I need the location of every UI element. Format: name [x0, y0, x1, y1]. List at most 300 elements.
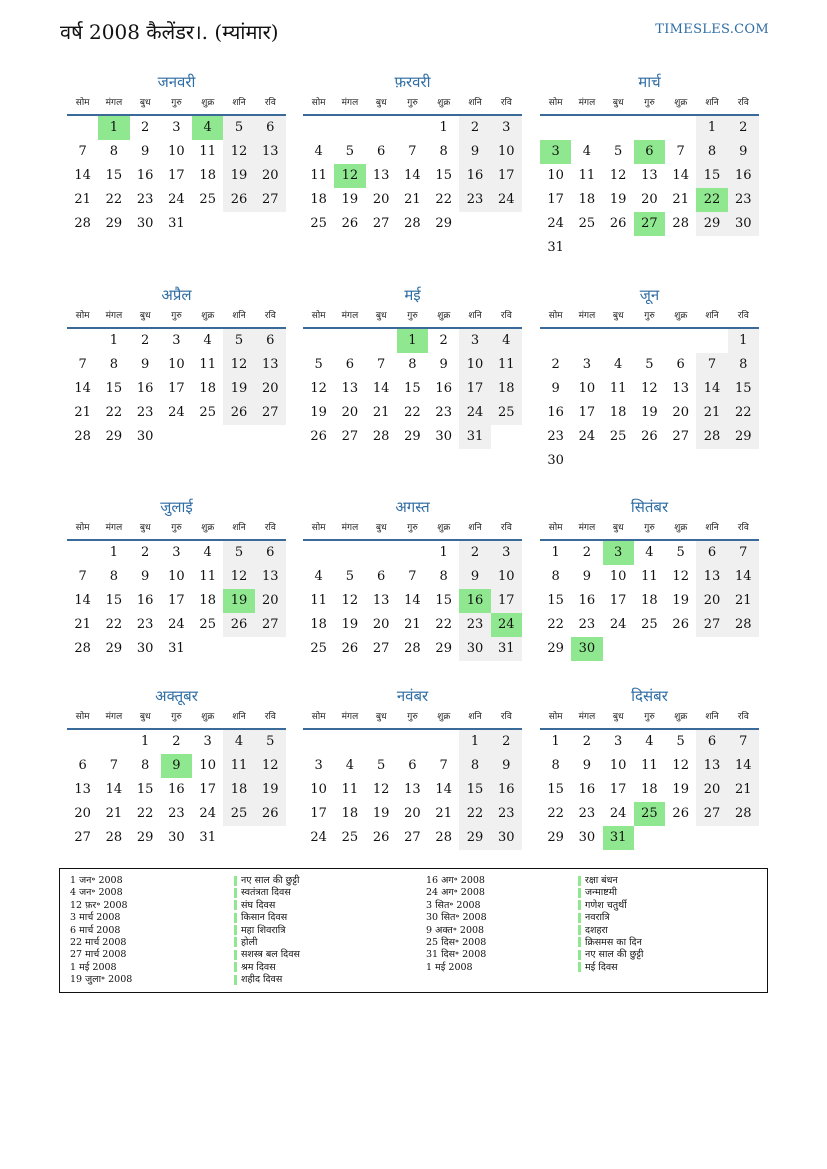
day: 13: [372, 593, 390, 608]
day: 5: [314, 357, 323, 372]
weekend-day: 13: [255, 565, 286, 589]
day: 26: [341, 216, 359, 231]
weekend-day: 31: [491, 637, 522, 661]
day: 20: [372, 617, 390, 632]
day-grid: [540, 116, 759, 260]
weekday-label: सोम: [75, 712, 90, 722]
empty-cell: [397, 541, 428, 565]
weekend-day: 23: [459, 613, 490, 637]
day: 26: [609, 216, 627, 231]
holiday-marker-icon: [578, 925, 581, 935]
site-link[interactable]: TIMESLES.COM: [655, 22, 769, 37]
day: 23: [578, 806, 596, 821]
empty-cell: [540, 329, 571, 353]
day: 29: [435, 216, 452, 231]
day: 14: [74, 381, 91, 396]
weekday-label: रवि: [500, 523, 512, 533]
legend-holiday-name: शहीद दिवस: [241, 974, 283, 986]
day: 29: [435, 641, 452, 656]
weekday-label: शनि: [468, 98, 482, 108]
day: 22: [105, 405, 123, 420]
day: 30: [136, 641, 154, 656]
day: 24: [609, 617, 627, 632]
day: 16: [578, 782, 596, 797]
day: 8: [439, 144, 448, 159]
day: 12: [341, 593, 359, 608]
day: 22: [136, 806, 154, 821]
day: 28: [105, 830, 123, 845]
weekend-day: 11: [223, 754, 254, 778]
day: 3: [172, 545, 181, 560]
day: 1: [551, 545, 560, 560]
weekday-label: बुध: [375, 311, 387, 321]
page-title: वर्ष 2008 कैलेंडर।. (म्यांमार): [60, 20, 279, 44]
holiday-marker-icon: [234, 962, 237, 972]
day: 22: [105, 617, 123, 632]
day: 24: [547, 216, 564, 231]
day: 25: [310, 641, 327, 656]
weekday-label: शुक्र: [437, 311, 451, 321]
weekday-label: शनि: [705, 523, 719, 533]
day: 19: [341, 192, 359, 207]
day: 16: [136, 168, 154, 183]
legend-date: 30 सित॰ 2008: [426, 912, 487, 924]
legend-holiday-name: श्रम दिवस: [241, 961, 276, 973]
legend-holiday: [234, 974, 300, 986]
empty-cell: [696, 329, 727, 353]
day: 3: [203, 734, 212, 749]
weekend-day: 13: [696, 754, 727, 778]
day: 13: [672, 381, 689, 396]
weekend-day: 12: [223, 353, 254, 377]
weekend-day: 16: [459, 164, 490, 188]
weekend-day: 26: [223, 401, 254, 425]
day: 30: [547, 453, 564, 468]
weekday-label: शनि: [468, 311, 482, 321]
empty-cell: [366, 116, 397, 140]
day: 9: [141, 357, 150, 372]
weekend-day: 6: [255, 541, 286, 565]
day: 2: [141, 120, 150, 135]
weekend-day: 2: [459, 541, 490, 565]
day: 8: [439, 569, 448, 584]
day: 14: [74, 168, 91, 183]
day: 19: [672, 782, 689, 797]
day: 19: [672, 593, 689, 608]
weekend-day: 5: [223, 116, 254, 140]
day: 18: [310, 192, 327, 207]
empty-cell: [397, 730, 428, 754]
weekday-label: रवि: [500, 98, 512, 108]
day: 27: [672, 429, 689, 444]
empty-cell: [303, 541, 334, 565]
weekend-day: 19: [255, 778, 286, 802]
legend-date: 1 मई 2008: [70, 961, 117, 973]
month-name: दिसंबर: [631, 687, 668, 705]
day: 25: [199, 617, 216, 632]
day: 12: [310, 381, 327, 396]
day: 23: [136, 617, 154, 632]
weekend-day: 14: [728, 565, 759, 589]
day: 10: [547, 168, 564, 183]
day: 11: [641, 758, 658, 773]
day: 19: [310, 405, 327, 420]
day: 28: [672, 216, 689, 231]
weekday-label: सोम: [75, 523, 90, 533]
weekday-label: मंगल: [105, 311, 123, 321]
weekday-label: सोम: [75, 311, 90, 321]
weekday-label: रवि: [264, 311, 276, 321]
month-name: जनवरी: [157, 73, 196, 91]
weekday-label: सोम: [311, 98, 326, 108]
day: 16: [136, 381, 154, 396]
day: 17: [609, 782, 627, 797]
weekend-day: 10: [491, 565, 522, 589]
weekend-day: 4: [223, 730, 254, 754]
empty-cell: [67, 329, 98, 353]
weekend-day: 21: [696, 401, 727, 425]
weekend-day: 30: [728, 212, 759, 236]
day: 11: [341, 782, 359, 797]
legend-holiday: [234, 875, 300, 887]
day: 7: [377, 357, 386, 372]
day: 29: [105, 429, 123, 444]
weekday-label: गुरु: [407, 311, 418, 321]
weekend-day: 14: [728, 754, 759, 778]
day: 19: [609, 192, 627, 207]
weekday-label: बुध: [612, 98, 624, 108]
month-3: [540, 70, 759, 260]
legend-dates-2: [426, 875, 487, 974]
day: 24: [578, 429, 596, 444]
day: 13: [404, 782, 421, 797]
day: 24: [199, 806, 216, 821]
day: 6: [78, 758, 87, 773]
empty-cell: [397, 116, 428, 140]
day: 6: [345, 357, 355, 372]
weekend-day: 22: [728, 401, 759, 425]
legend-holiday-name: सशस्त्र बल दिवस: [241, 949, 300, 961]
legend-holiday-name: रक्षा बंधन: [585, 875, 618, 886]
day: 23: [136, 192, 154, 207]
day: 11: [199, 357, 216, 372]
day: 13: [74, 782, 91, 797]
legend-holiday: [234, 887, 300, 899]
weekend-day: 29: [728, 425, 759, 449]
month-8: [303, 495, 522, 661]
day-grid: [67, 116, 286, 236]
weekend-day: 26: [223, 613, 254, 637]
legend-date: 12 फ़र॰ 2008: [70, 899, 128, 911]
legend-date: 22 मार्च 2008: [70, 936, 127, 948]
day-grid: [540, 329, 759, 473]
weekday-header: [303, 307, 522, 329]
day: 10: [168, 357, 185, 372]
day: 2: [551, 357, 560, 372]
weekday-header: [303, 519, 522, 541]
legend-holiday-name: नए साल की छुट्टी: [585, 949, 644, 961]
day: 3: [172, 333, 181, 348]
weekend-day: 8: [728, 353, 759, 377]
month-2: [303, 70, 522, 236]
weekday-label: मंगल: [341, 311, 359, 321]
weekend-day: 5: [255, 730, 286, 754]
day: 6: [377, 569, 386, 584]
day: 26: [641, 429, 658, 444]
day: 27: [74, 830, 91, 845]
weekend-day: 8: [696, 140, 727, 164]
month-11: [303, 684, 522, 850]
weekend-day: 27: [255, 401, 286, 425]
legend-holiday-name: क्रिसमस का दिन: [585, 936, 642, 948]
legend-holiday-name: संघ दिवस: [241, 899, 276, 911]
day: 3: [582, 357, 592, 372]
weekday-header: [540, 307, 759, 329]
day: 14: [672, 168, 689, 183]
day: 15: [136, 782, 154, 797]
day: 11: [578, 168, 596, 183]
legend-holiday-name: जन्माष्टमी: [585, 887, 617, 899]
day: 22: [547, 617, 564, 632]
day: 23: [578, 617, 596, 632]
weekend-day: 29: [459, 826, 490, 850]
day: 28: [74, 216, 91, 231]
holiday-marker-icon: [234, 888, 237, 898]
day: 19: [341, 617, 359, 632]
day: 18: [199, 168, 216, 183]
day: 14: [435, 782, 452, 797]
legend-holiday: [234, 912, 300, 924]
day: 4: [614, 357, 623, 372]
day: 21: [672, 192, 689, 207]
day: 11: [641, 569, 658, 584]
day: 24: [168, 405, 185, 420]
day: 12: [672, 758, 689, 773]
weekday-label: रवि: [264, 712, 276, 722]
weekend-day: 1: [696, 116, 727, 140]
day: 26: [310, 429, 327, 444]
holiday-day: 25: [634, 802, 665, 826]
month-10: [67, 684, 286, 850]
weekend-day: 12: [255, 754, 286, 778]
weekday-label: गुरु: [644, 523, 655, 533]
weekday-label: सोम: [311, 523, 326, 533]
day: 15: [435, 168, 452, 183]
day: 22: [404, 405, 421, 420]
day: 13: [641, 168, 658, 183]
weekend-day: 11: [491, 353, 522, 377]
weekday-label: गुरु: [644, 98, 655, 108]
holiday-marker-icon: [234, 900, 237, 910]
day: 1: [109, 333, 119, 348]
day: 21: [372, 405, 390, 420]
holiday-marker-icon: [578, 900, 581, 910]
holiday-marker-icon: [578, 950, 581, 960]
day: 23: [547, 429, 564, 444]
weekday-label: शुक्र: [201, 311, 215, 321]
day: 24: [609, 806, 627, 821]
day: 12: [641, 381, 658, 396]
weekday-label: शनि: [705, 712, 719, 722]
legend-names-2: [578, 875, 643, 974]
day: 17: [547, 192, 564, 207]
day: 20: [74, 806, 91, 821]
legend-holiday: [578, 925, 643, 937]
day: 20: [641, 192, 658, 207]
legend-date: 6 मार्च 2008: [70, 924, 121, 936]
empty-cell: [571, 116, 602, 140]
day: 22: [547, 806, 564, 821]
empty-cell: [67, 730, 98, 754]
day: 21: [435, 806, 452, 821]
day: 20: [341, 405, 359, 420]
holiday-day: 31: [603, 826, 634, 850]
weekday-label: बुध: [375, 712, 387, 722]
weekend-day: 15: [728, 377, 759, 401]
legend-holiday-name: मई दिवस: [585, 961, 618, 973]
holiday-marker-icon: [234, 913, 237, 923]
holiday-marker-icon: [578, 876, 581, 886]
weekend-day: 16: [491, 778, 522, 802]
day: 8: [109, 357, 119, 372]
holiday-day: 3: [540, 140, 571, 164]
weekend-day: 23: [459, 188, 490, 212]
weekday-label: शुक्र: [201, 523, 215, 533]
weekday-label: शनि: [232, 712, 246, 722]
day: 5: [676, 545, 685, 560]
empty-cell: [571, 329, 602, 353]
weekend-day: 13: [255, 140, 286, 164]
weekday-label: शुक्र: [674, 311, 688, 321]
day: 16: [136, 593, 154, 608]
legend-date: 31 दिस॰ 2008: [426, 949, 487, 961]
weekday-label: बुध: [139, 311, 151, 321]
day: 15: [105, 168, 123, 183]
day: 13: [341, 381, 359, 396]
weekday-label: मंगल: [578, 311, 596, 321]
day: 5: [377, 758, 386, 773]
day: 4: [203, 545, 212, 560]
weekday-label: शनि: [468, 712, 482, 722]
holiday-day: 30: [571, 637, 602, 661]
day: 5: [614, 144, 623, 159]
weekend-day: 16: [728, 164, 759, 188]
day: 4: [314, 569, 323, 584]
weekend-day: 27: [255, 613, 286, 637]
day-grid: [303, 730, 522, 850]
day-grid: [303, 116, 522, 236]
day: 8: [408, 357, 417, 372]
legend-holiday: [578, 875, 643, 887]
empty-cell: [366, 541, 397, 565]
weekday-label: शुक्र: [674, 712, 688, 722]
day: 21: [404, 617, 421, 632]
weekend-day: 25: [223, 802, 254, 826]
weekday-label: शनि: [705, 311, 719, 321]
weekend-day: 27: [696, 613, 727, 637]
day: 25: [310, 216, 327, 231]
day: 1: [439, 120, 448, 135]
day: 20: [372, 192, 390, 207]
day: 25: [578, 216, 596, 231]
day: 7: [109, 758, 119, 773]
weekday-header: [67, 708, 286, 730]
weekday-label: गुरु: [407, 712, 418, 722]
month-name: मई: [404, 286, 421, 304]
weekday-label: रवि: [500, 311, 512, 321]
day: 19: [641, 405, 658, 420]
weekday-label: बुध: [612, 523, 624, 533]
weekend-day: 15: [459, 778, 490, 802]
day: 3: [172, 120, 181, 135]
holiday-marker-icon: [578, 888, 581, 898]
weekday-label: गुरु: [644, 311, 655, 321]
day: 17: [310, 806, 327, 821]
weekend-day: 5: [223, 541, 254, 565]
day-grid: [67, 541, 286, 661]
day: 15: [547, 593, 564, 608]
day: 4: [645, 545, 654, 560]
day: 11: [310, 168, 327, 183]
weekday-label: मंगल: [578, 523, 596, 533]
weekend-day: 3: [491, 116, 522, 140]
legend-holiday-name: नए साल की छुट्टी: [241, 875, 300, 886]
legend-holiday-name: दशहरा: [585, 924, 608, 936]
weekday-label: शुक्र: [674, 98, 688, 108]
legend-date: 16 अग॰ 2008: [426, 875, 485, 886]
legend-holiday-name: महा शिवरात्रि: [241, 924, 286, 936]
weekend-day: 9: [728, 140, 759, 164]
holiday-day: 9: [161, 754, 192, 778]
weekday-label: मंगल: [341, 712, 359, 722]
weekday-label: शनि: [232, 311, 246, 321]
holiday-legend: [59, 868, 768, 993]
legend-date: 3 सित॰ 2008: [426, 899, 481, 911]
holiday-marker-icon: [234, 950, 237, 960]
day: 18: [609, 405, 627, 420]
weekend-day: 24: [459, 401, 490, 425]
holiday-marker-icon: [234, 975, 237, 985]
empty-cell: [540, 116, 571, 140]
weekday-label: शनि: [232, 523, 246, 533]
day: 4: [345, 758, 355, 773]
weekend-day: 19: [223, 377, 254, 401]
day: 3: [614, 734, 623, 749]
day: 9: [582, 758, 592, 773]
day: 17: [168, 168, 185, 183]
day: 15: [404, 381, 421, 396]
day: 23: [435, 405, 452, 420]
weekday-label: शुक्र: [437, 98, 451, 108]
weekend-day: 5: [223, 329, 254, 353]
day: 11: [199, 144, 216, 159]
day: 29: [105, 216, 123, 231]
month-5: [303, 283, 522, 449]
day: 21: [74, 617, 91, 632]
day: 29: [547, 641, 564, 656]
weekend-day: 30: [459, 637, 490, 661]
weekday-label: बुध: [139, 523, 151, 533]
day: 2: [141, 333, 150, 348]
month-4: [67, 283, 286, 449]
weekend-day: 6: [696, 541, 727, 565]
day: 23: [136, 405, 154, 420]
day: 10: [609, 569, 627, 584]
weekend-day: 20: [255, 164, 286, 188]
holiday-day: 27: [634, 212, 665, 236]
weekend-day: 28: [728, 802, 759, 826]
month-name: फ़रवरी: [394, 73, 431, 91]
